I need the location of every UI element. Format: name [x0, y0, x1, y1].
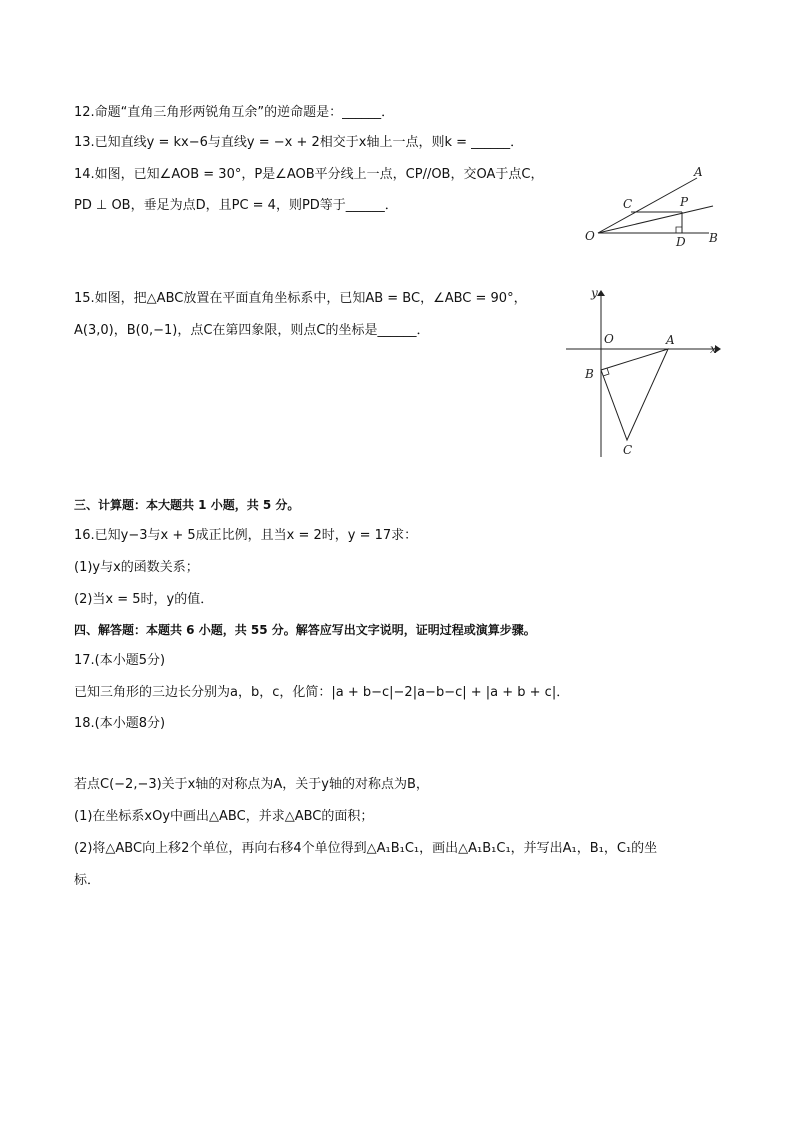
question-16-part2: (2)当x = 5时，y的值．	[74, 592, 214, 607]
label-C: C	[623, 197, 633, 211]
question-14-line1: 14.如图，已知∠AOB = 30°，P是∠AOB平分线上一点，CP//OB，交OA于点C，	[74, 167, 544, 182]
y-axis-arrow	[597, 290, 605, 296]
question-18-heading: 18.(本小题8分)	[74, 716, 166, 731]
label-P: P	[680, 195, 689, 209]
label-C: C	[623, 443, 633, 457]
question-18-part1: (1)在坐标系xOy中画出△ABC，并求△ABC的面积；	[74, 809, 374, 824]
question-14-line2: PD ⊥ OB，垂足为点D，且PC = 4，则PD等于______．	[74, 198, 398, 213]
bisector-OP	[598, 206, 713, 233]
label-D: D	[676, 235, 686, 249]
question-15-line1: 15.如图，把△ABC放置在平面直角坐标系中，已知AB = BC，∠ABC = 90°，	[74, 291, 527, 306]
label-A: A	[666, 333, 675, 347]
section-3-heading: 三、计算题：本大题共 1 小题，共 5 分。	[74, 498, 300, 512]
figure-14-angle-diagram	[585, 160, 725, 252]
question-13: 13.已知直线y = kx−6与直线y = −x + 2相交于x轴上一点，则k = ______．	[74, 135, 524, 150]
label-A: A	[694, 165, 703, 179]
question-16-part1: (1)y与x的函数关系；	[74, 560, 199, 575]
question-17-body: 已知三角形的三边长分别为a，b，c，化简：|a + b−c|−2|a−b−c| + |a + b + c|．	[74, 685, 570, 700]
label-O: O	[585, 229, 595, 243]
question-17-heading: 17.(本小题5分)	[74, 653, 166, 668]
label-O: O	[604, 332, 614, 346]
question-18-part2-line1: (2)将△ABC向上移2个单位，再向右移4个单位得到△A₁B₁C₁，画出△A₁B₁C₁，并写出A₁，B₁，C₁的坐	[74, 841, 658, 856]
question-15-line2: A(3,0)，B(0,−1)，点C在第四象限，则点C的坐标是______．	[74, 323, 430, 338]
section-4-heading: 四、解答题：本题共 6 小题，共 55 分。解答应写出文字说明，证明过程或演算步骤。	[74, 623, 536, 637]
question-18-body: 若点C(−2,−3)关于x轴的对称点为A，关于y轴的对称点为B，	[74, 777, 429, 792]
right-angle-mark	[676, 227, 682, 233]
figure-15-coordinate-diagram	[560, 282, 725, 460]
question-16: 16.已知y−3与x + 5成正比例，且当x = 2时，y = 17求：	[74, 528, 418, 543]
label-B: B	[585, 367, 594, 381]
label-B: B	[709, 231, 718, 245]
label-x: x	[710, 342, 717, 356]
question-12: 12.命题“直角三角形两锐角互余”的逆命题是：______．	[74, 105, 395, 120]
triangle-ABC	[601, 349, 668, 440]
question-18-part2-line2: 标．	[74, 873, 101, 888]
label-y: y	[591, 286, 598, 300]
